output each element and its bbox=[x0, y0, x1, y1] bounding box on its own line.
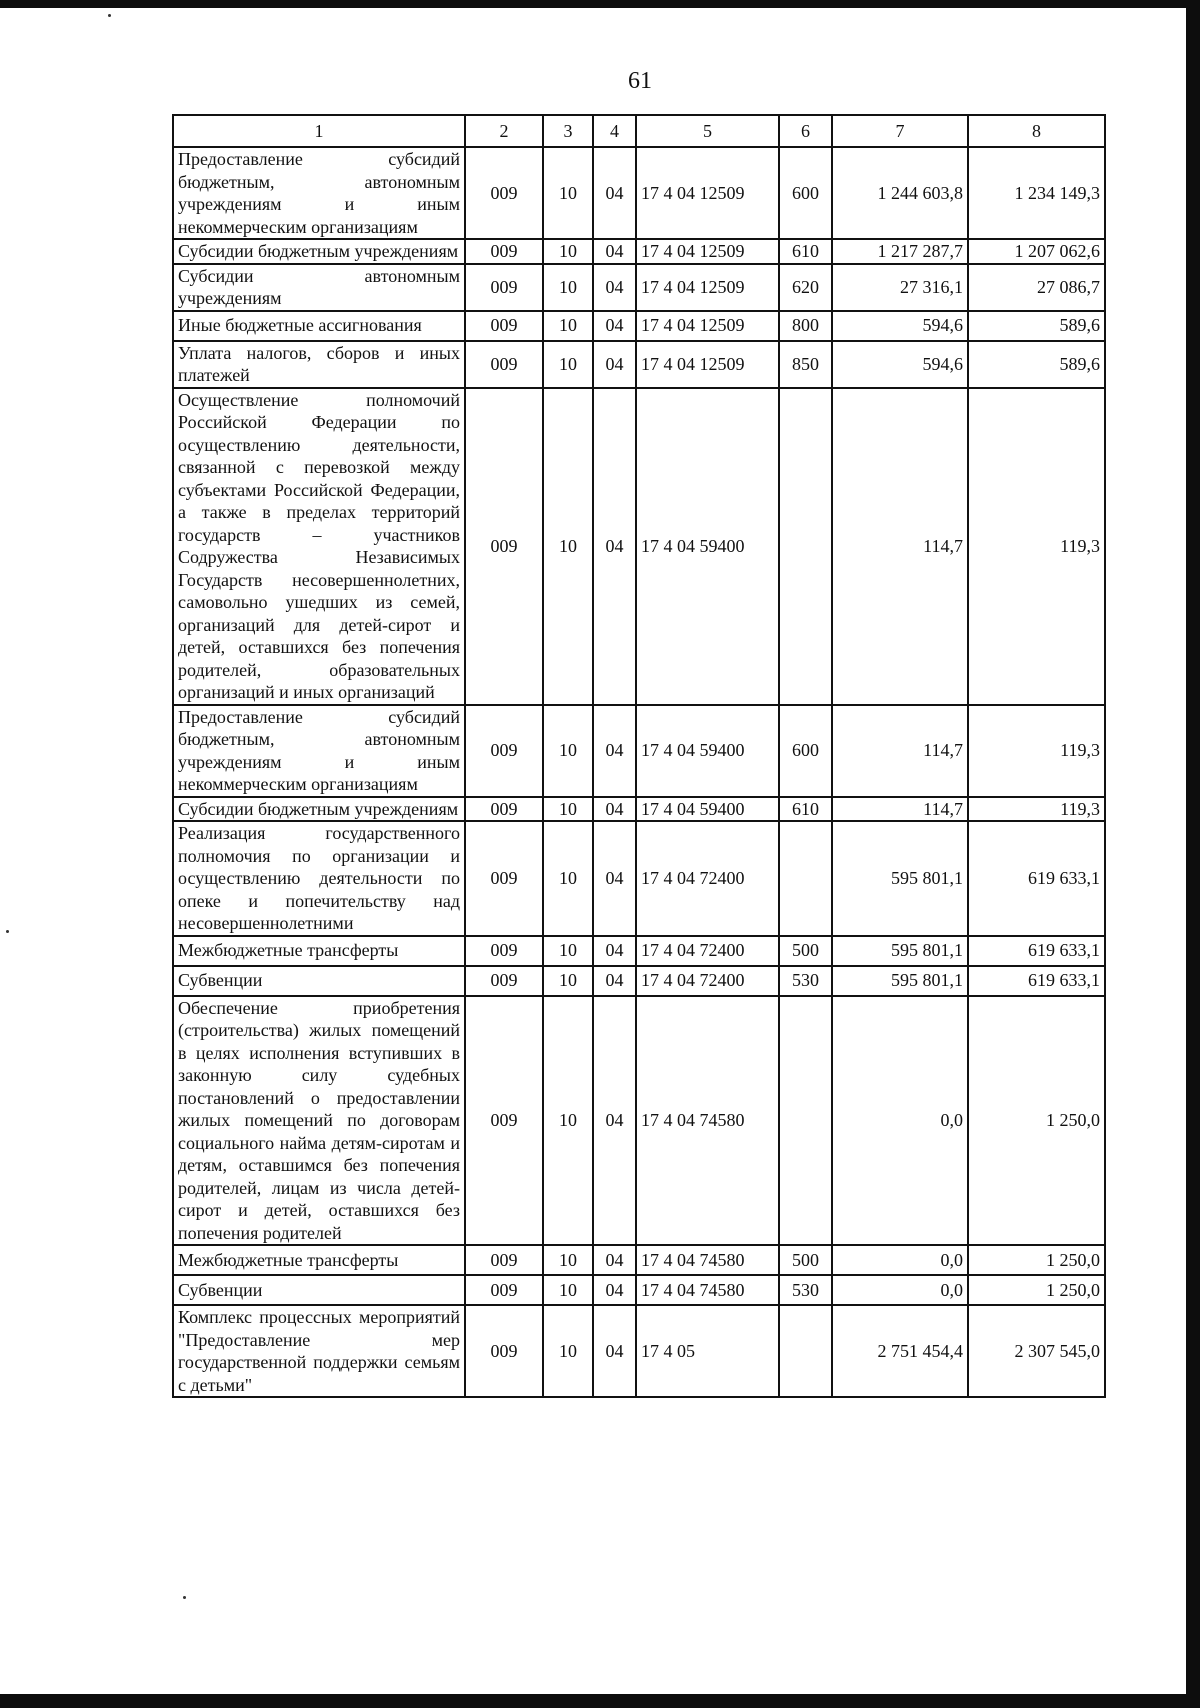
ministry-code: 009 bbox=[465, 1245, 543, 1275]
amount-col7: 595 801,1 bbox=[832, 966, 968, 996]
target-article-code: 17 4 04 72400 bbox=[636, 936, 779, 966]
ministry-code: 009 bbox=[465, 341, 543, 388]
table-row bbox=[173, 239, 1105, 264]
table-row bbox=[173, 966, 1105, 996]
expense-type-code: 610 bbox=[779, 239, 832, 264]
column-header: 2 bbox=[465, 115, 543, 147]
ministry-code: 009 bbox=[465, 821, 543, 936]
row-name: Субсидии бюджетным учреждениям bbox=[173, 239, 465, 264]
row-name: Комплекс процессных мероприятий "Предоставление мер государственной поддержки семьям с детьми" bbox=[173, 1305, 465, 1397]
target-article-code: 17 4 04 74580 bbox=[636, 1275, 779, 1305]
amount-col8: 1 250,0 bbox=[968, 1275, 1105, 1305]
target-article-code: 17 4 04 12509 bbox=[636, 147, 779, 239]
row-name: Субвенции bbox=[173, 1275, 465, 1305]
amount-col8: 119,3 bbox=[968, 797, 1105, 822]
target-article-code: 17 4 04 12509 bbox=[636, 311, 779, 341]
row-name: Осуществление полномочий Российской Федерации по осуществлению деятельности, связанной с перевозкой между субъектами Российской Федерации, а также в пределах территорий государств – участников Содружества Независимых Государств несовершеннолетних, самовольно ушедших из семей, организаций для детей-сирот и детей, оставшихся без попечения родителей, образовательных организаций и иных организаций bbox=[173, 388, 465, 705]
amount-col8: 1 207 062,6 bbox=[968, 239, 1105, 264]
amount-col8: 2 307 545,0 bbox=[968, 1305, 1105, 1397]
amount-col7: 114,7 bbox=[832, 705, 968, 797]
ministry-code: 009 bbox=[465, 996, 543, 1246]
amount-col7: 114,7 bbox=[832, 388, 968, 705]
scan-edge-top bbox=[0, 0, 1200, 8]
table-row bbox=[173, 996, 1105, 1246]
ministry-code: 009 bbox=[465, 264, 543, 311]
subsection-code: 04 bbox=[593, 797, 636, 822]
subsection-code: 04 bbox=[593, 147, 636, 239]
table-row bbox=[173, 821, 1105, 936]
expense-type-code: 850 bbox=[779, 341, 832, 388]
ministry-code: 009 bbox=[465, 311, 543, 341]
table-row bbox=[173, 705, 1105, 797]
subsection-code: 04 bbox=[593, 239, 636, 264]
expense-type-code: 600 bbox=[779, 705, 832, 797]
amount-col8: 1 250,0 bbox=[968, 996, 1105, 1246]
target-article-code: 17 4 04 12509 bbox=[636, 341, 779, 388]
section-code: 10 bbox=[543, 821, 593, 936]
ministry-code: 009 bbox=[465, 1275, 543, 1305]
amount-col7: 0,0 bbox=[832, 1275, 968, 1305]
table-row bbox=[173, 797, 1105, 822]
row-name: Реализация государственного полномочия по организации и осуществлению деятельности по опеке и попечительству над несовершеннолетними bbox=[173, 821, 465, 936]
target-article-code: 17 4 04 74580 bbox=[636, 996, 779, 1246]
expense-type-code bbox=[779, 821, 832, 936]
subsection-code: 04 bbox=[593, 341, 636, 388]
expense-type-code bbox=[779, 1305, 832, 1397]
ministry-code: 009 bbox=[465, 936, 543, 966]
ministry-code: 009 bbox=[465, 239, 543, 264]
row-name: Иные бюджетные ассигнования bbox=[173, 311, 465, 341]
row-name: Субвенции bbox=[173, 966, 465, 996]
ministry-code: 009 bbox=[465, 147, 543, 239]
row-name: Обеспечение приобретения (строительства) жилых помещений в целях исполнения вступивших в законную силу судебных постановлений о предоставлении жилых помещений по договорам социального найма детям-сиротам и детям, оставшимся без попечения родителей, лицам из числа детей-сирот и детей, оставшихся без попечения родителей bbox=[173, 996, 465, 1246]
amount-col8: 619 633,1 bbox=[968, 936, 1105, 966]
target-article-code: 17 4 04 59400 bbox=[636, 797, 779, 822]
section-code: 10 bbox=[543, 1275, 593, 1305]
section-code: 10 bbox=[543, 936, 593, 966]
amount-col8: 1 234 149,3 bbox=[968, 147, 1105, 239]
row-name: Предоставление субсидий бюджетным, автономным учреждениям и иным некоммерческим организациям bbox=[173, 705, 465, 797]
amount-col8: 619 633,1 bbox=[968, 966, 1105, 996]
amount-col8: 619 633,1 bbox=[968, 821, 1105, 936]
section-code: 10 bbox=[543, 341, 593, 388]
amount-col7: 594,6 bbox=[832, 311, 968, 341]
subsection-code: 04 bbox=[593, 936, 636, 966]
subsection-code: 04 bbox=[593, 821, 636, 936]
target-article-code: 17 4 04 72400 bbox=[636, 966, 779, 996]
ministry-code: 009 bbox=[465, 797, 543, 822]
budget-table bbox=[172, 114, 1106, 1398]
section-code: 10 bbox=[543, 1245, 593, 1275]
section-code: 10 bbox=[543, 388, 593, 705]
subsection-code: 04 bbox=[593, 966, 636, 996]
scan-edge-right bbox=[1186, 0, 1200, 1708]
scan-edge-bottom bbox=[0, 1694, 1200, 1708]
ministry-code: 009 bbox=[465, 388, 543, 705]
row-name: Межбюджетные трансферты bbox=[173, 1245, 465, 1275]
amount-col7: 594,6 bbox=[832, 341, 968, 388]
subsection-code: 04 bbox=[593, 264, 636, 311]
subsection-code: 04 bbox=[593, 705, 636, 797]
subsection-code: 04 bbox=[593, 1275, 636, 1305]
section-code: 10 bbox=[543, 705, 593, 797]
target-article-code: 17 4 04 72400 bbox=[636, 821, 779, 936]
subsection-code: 04 bbox=[593, 311, 636, 341]
section-code: 10 bbox=[543, 996, 593, 1246]
ministry-code: 009 bbox=[465, 705, 543, 797]
ministry-code: 009 bbox=[465, 966, 543, 996]
amount-col7: 114,7 bbox=[832, 797, 968, 822]
expense-type-code: 600 bbox=[779, 147, 832, 239]
section-code: 10 bbox=[543, 797, 593, 822]
subsection-code: 04 bbox=[593, 1245, 636, 1275]
amount-col8: 119,3 bbox=[968, 705, 1105, 797]
table-row bbox=[173, 341, 1105, 388]
section-code: 10 bbox=[543, 239, 593, 264]
column-header: 5 bbox=[636, 115, 779, 147]
section-code: 10 bbox=[543, 147, 593, 239]
table-row bbox=[173, 311, 1105, 341]
table-row bbox=[173, 1245, 1105, 1275]
expense-type-code: 500 bbox=[779, 936, 832, 966]
target-article-code: 17 4 05 bbox=[636, 1305, 779, 1397]
target-article-code: 17 4 04 59400 bbox=[636, 388, 779, 705]
amount-col8: 119,3 bbox=[968, 388, 1105, 705]
subsection-code: 04 bbox=[593, 388, 636, 705]
row-name: Межбюджетные трансферты bbox=[173, 936, 465, 966]
section-code: 10 bbox=[543, 1305, 593, 1397]
amount-col7: 27 316,1 bbox=[832, 264, 968, 311]
amount-col7: 0,0 bbox=[832, 1245, 968, 1275]
table-row bbox=[173, 1275, 1105, 1305]
row-name: Субсидии автономным учреждениям bbox=[173, 264, 465, 311]
page-number: 61 bbox=[628, 68, 652, 94]
expense-type-code bbox=[779, 388, 832, 705]
expense-type-code bbox=[779, 996, 832, 1246]
row-name: Предоставление субсидий бюджетным, автономным учреждениям и иным некоммерческим организациям bbox=[173, 147, 465, 239]
subsection-code: 04 bbox=[593, 1305, 636, 1397]
column-header: 8 bbox=[968, 115, 1105, 147]
amount-col7: 595 801,1 bbox=[832, 936, 968, 966]
column-header: 6 bbox=[779, 115, 832, 147]
subsection-code: 04 bbox=[593, 996, 636, 1246]
section-code: 10 bbox=[543, 966, 593, 996]
amount-col8: 1 250,0 bbox=[968, 1245, 1105, 1275]
table-row bbox=[173, 936, 1105, 966]
amount-col7: 2 751 454,4 bbox=[832, 1305, 968, 1397]
column-header: 1 bbox=[173, 115, 465, 147]
expense-type-code: 530 bbox=[779, 966, 832, 996]
target-article-code: 17 4 04 12509 bbox=[636, 264, 779, 311]
ministry-code: 009 bbox=[465, 1305, 543, 1397]
expense-type-code: 610 bbox=[779, 797, 832, 822]
table-row bbox=[173, 147, 1105, 239]
amount-col7: 1 217 287,7 bbox=[832, 239, 968, 264]
column-header: 3 bbox=[543, 115, 593, 147]
column-header: 7 bbox=[832, 115, 968, 147]
table-row bbox=[173, 388, 1105, 705]
amount-col7: 1 244 603,8 bbox=[832, 147, 968, 239]
amount-col8: 27 086,7 bbox=[968, 264, 1105, 311]
column-header: 4 bbox=[593, 115, 636, 147]
section-code: 10 bbox=[543, 311, 593, 341]
row-name: Уплата налогов, сборов и иных платежей bbox=[173, 341, 465, 388]
target-article-code: 17 4 04 12509 bbox=[636, 239, 779, 264]
target-article-code: 17 4 04 59400 bbox=[636, 705, 779, 797]
expense-type-code: 800 bbox=[779, 311, 832, 341]
table-row bbox=[173, 264, 1105, 311]
target-article-code: 17 4 04 74580 bbox=[636, 1245, 779, 1275]
table-row bbox=[173, 1305, 1105, 1397]
expense-type-code: 530 bbox=[779, 1275, 832, 1305]
amount-col8: 589,6 bbox=[968, 341, 1105, 388]
amount-col8: 589,6 bbox=[968, 311, 1105, 341]
amount-col7: 595 801,1 bbox=[832, 821, 968, 936]
scan-speck bbox=[108, 14, 111, 17]
scan-speck bbox=[6, 930, 9, 933]
expense-type-code: 500 bbox=[779, 1245, 832, 1275]
row-name: Субсидии бюджетным учреждениям bbox=[173, 797, 465, 822]
expense-type-code: 620 bbox=[779, 264, 832, 311]
scan-speck bbox=[183, 1596, 186, 1599]
header-row bbox=[173, 115, 1105, 147]
section-code: 10 bbox=[543, 264, 593, 311]
amount-col7: 0,0 bbox=[832, 996, 968, 1246]
